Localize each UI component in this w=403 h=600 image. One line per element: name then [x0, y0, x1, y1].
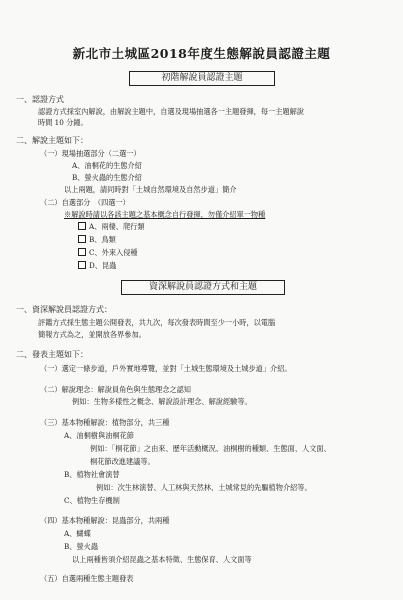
subsection-heading: （一）選定一條步道，戶外實地導覽，並對「土城生態環境及土城步道」介紹。	[40, 364, 292, 373]
paragraph-line: 例如：「桐花節」之由來、歷年活動概況、油桐樹的種類、生態面、人文面、	[90, 444, 331, 453]
paragraph-line: 評鑑方式採生態主題公開發表，共九次，每次發表時間至少一小時，以電腦	[38, 318, 276, 327]
section-heading: 一、認證方式	[16, 95, 64, 104]
paragraph-line: 時間 10 分鐘。	[38, 118, 88, 127]
subsection-heading: （二）自選部分 （四選一）	[40, 198, 130, 207]
section-heading: 二、解說主題如下：	[16, 136, 88, 145]
checkbox-icon[interactable]	[78, 261, 86, 269]
list-item: C、植物生存機制	[64, 496, 120, 505]
list-item: A、油桐樹與油桐花節	[64, 431, 134, 440]
section-heading: 二、發表主題如下：	[16, 350, 88, 359]
subsection-heading: （三）基本物種解說：植物部分，共三種	[40, 418, 170, 427]
checkbox-item[interactable]: C、外來入侵種	[78, 248, 138, 257]
paragraph-line: 例如：次生林演替、人工林與天然林、土城常見的先驅植物介紹等。	[96, 483, 312, 492]
checkbox-icon[interactable]	[78, 248, 86, 256]
list-item: A、油桐花的生態介紹	[72, 161, 142, 170]
list-item: B、植物社會演替	[64, 470, 120, 479]
section-heading: 一、資深解說員認證方式：	[16, 305, 112, 314]
paragraph-line: 例如：生物多樣性之概念、解說設計理念、解說經驗等。	[72, 397, 252, 406]
paragraph-line: 桐花節改進建議等。	[90, 457, 155, 466]
checkbox-item[interactable]: D、昆蟲	[78, 261, 116, 270]
paragraph-line: 以上兩種皆須介紹昆蟲之基本特徵、生態保育、人文面等	[72, 555, 252, 564]
page-title: 新北市土城區2018年度生態解說員認證主題	[72, 46, 331, 61]
subsection-heading: （四）基本物種解說：昆蟲部分，共兩種	[40, 516, 170, 525]
checkbox-icon[interactable]	[78, 222, 86, 230]
section-box-senior: 資深解說員認證方式和主題	[121, 280, 285, 295]
checkbox-icon[interactable]	[78, 235, 86, 243]
note-line: ※解說時請以各該主題之基本概念自行發揮，勿僅介紹單一物種	[64, 210, 266, 219]
paragraph-line: 認證方式採室內解說，由解說主題中，自選及現場抽選各一主題發揮，每一主題解說	[38, 107, 304, 116]
checkbox-item[interactable]: A、兩棲、爬行類	[78, 222, 145, 231]
section-box-beginner: 初階解說員認證主題	[129, 71, 275, 86]
list-item: A、蝴蝶	[64, 529, 91, 538]
checkbox-item[interactable]: B、鳥類	[78, 235, 116, 244]
paragraph-line: 以上兩題，請同時對「土城自然環境及自然步道」簡介	[64, 185, 237, 194]
list-item: B、螢火蟲的生態介紹	[72, 173, 142, 182]
subsection-heading: （一）現場抽選部分（二選一）	[40, 149, 141, 158]
subsection-heading: （五）自選兩種生態主題發表	[40, 574, 134, 583]
paragraph-line: 簡報方式為之，並開放各界參加。	[38, 330, 146, 339]
list-item: B、螢火蟲	[64, 542, 99, 551]
subsection-heading: （二）解說理念：解說員角色與生態理念之認知	[40, 385, 191, 394]
